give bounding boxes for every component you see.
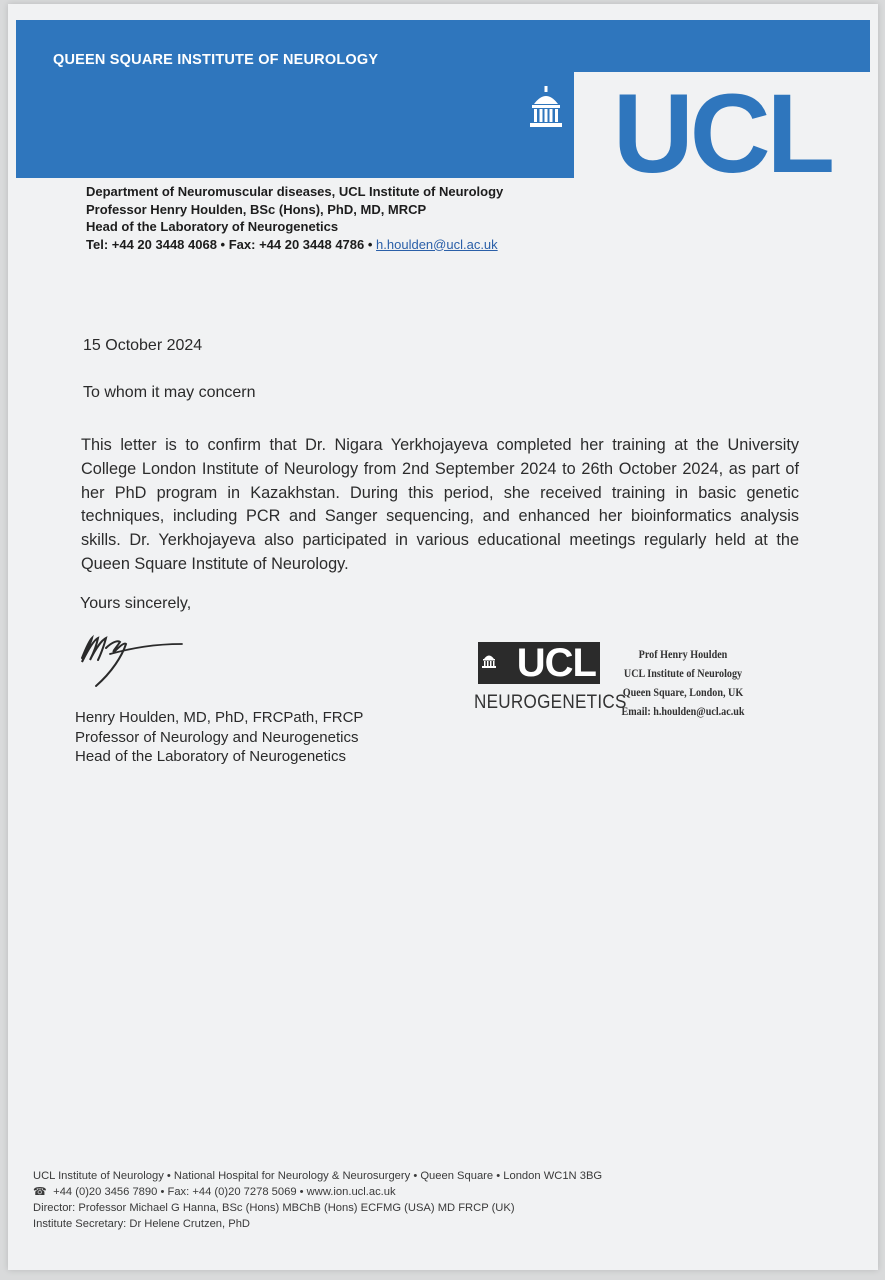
stamp-line: Queen Square, London, UK (622, 687, 744, 699)
signatory-role: Head of the Laboratory of Neurogenetics (75, 748, 347, 765)
stamp-line: Prof Henry Houlden (638, 649, 728, 661)
salutation: To whom it may concern (83, 384, 256, 401)
handwritten-signature (76, 626, 188, 692)
stamp-logo: UCL (478, 642, 600, 684)
portico-icon (528, 86, 564, 130)
stamp-line: Email: h.houlden@ucl.ac.uk (621, 706, 745, 718)
ucl-logo-box (574, 72, 870, 198)
stamp-portico-icon (482, 652, 496, 668)
official-stamp (474, 640, 756, 720)
signatory-block (75, 708, 363, 767)
phone-icon: ☎ (33, 1186, 54, 1198)
contact-line (86, 236, 503, 254)
footer-director: Director: Professor Michael G Hanna, BSc (Hons) MBChB (Hons) ECFMG (USA) MD FRCP (UK) (33, 1202, 515, 1214)
stamp-address (617, 646, 749, 722)
letter-body: This letter is to confirm that Dr. Nigara Yerkhojayeva completed her training at the University College London Institute of Neurology from 2nd September 2024 to 26th October 2024, as part of her PhD program in Kazakhstan. During this period, she received training in basic genetic techniques, including PCR and Sanger sequencing, and enhanced her bioinformatics analysis skills. Dr. Yerkhojayeva also participated in various educational meetings regularly held at the Queen Square Institute of Neurology. (81, 436, 799, 573)
professor-line: Professor Henry Houlden, BSc (Hons), PhD, MD, MRCP (86, 201, 427, 217)
ucl-logo: UCL (612, 71, 832, 196)
letter-date: 15 October 2024 (83, 337, 203, 354)
footer-address: UCL Institute of Neurology • National Hospital for Neurology & Neurosurgery • Queen Square • London WC1N 3BG (33, 1170, 603, 1182)
stamp-subtitle: NEUROGENETICS (474, 692, 627, 713)
department-line: Department of Neuromuscular diseases, UCL Institute of Neurology (86, 184, 504, 199)
head-of-lab-line: Head of the Laboratory of Neurogenetics (86, 219, 339, 234)
institute-name: QUEEN SQUARE INSTITUTE OF NEUROLOGY (53, 52, 379, 68)
footer-contact: ☎ +44 (0)20 3456 7890 • Fax: +44 (0)20 7278 5069 • www.ion.ucl.ac.uk (33, 1186, 396, 1198)
department-header (86, 183, 503, 253)
closing: Yours sincerely, (80, 595, 192, 612)
stamp-line: UCL Institute of Neurology (623, 668, 743, 680)
email-link[interactable]: h.houlden@ucl.ac.uk (376, 236, 498, 252)
signatory-name: Henry Houlden, MD, PhD, FRCPath, FRCP (75, 709, 364, 726)
phone-fax: Tel: +44 20 3448 4068 • Fax: +44 20 3448 4786 • (86, 236, 373, 252)
footer (33, 1168, 602, 1232)
footer-secretary: Institute Secretary: Dr Helene Crutzen, PhD (33, 1218, 251, 1230)
signatory-title: Professor of Neurology and Neurogenetics (75, 728, 359, 746)
